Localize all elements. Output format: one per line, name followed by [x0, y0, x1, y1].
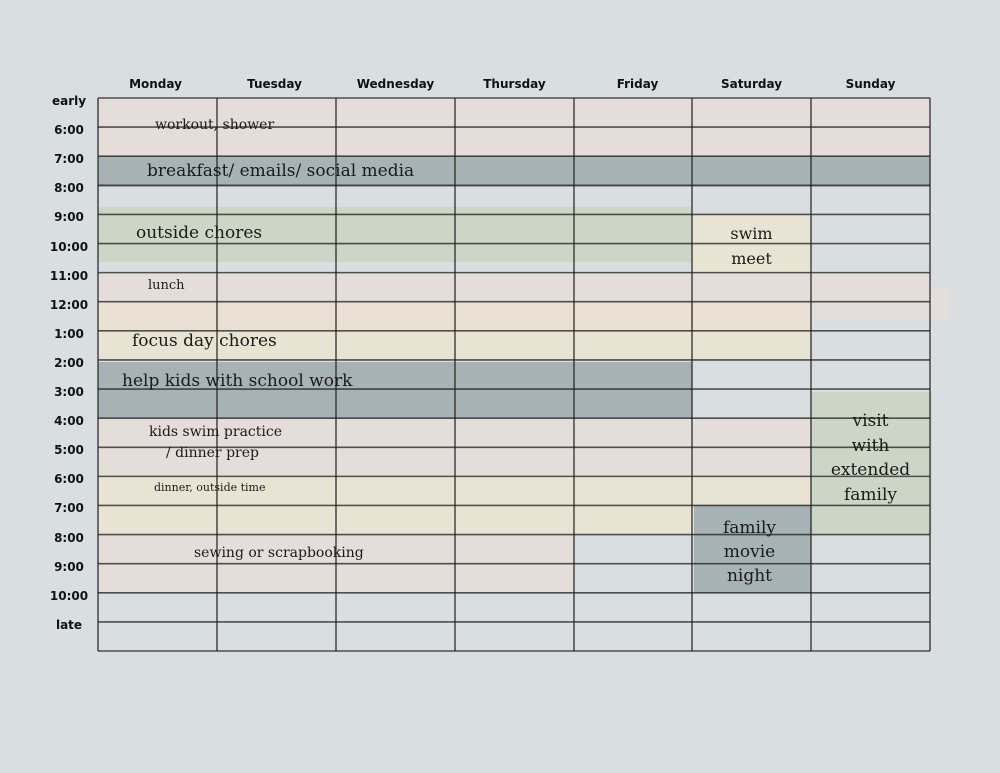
label-visit-1: visit — [852, 411, 889, 431]
time-label: 6:00 — [54, 123, 84, 138]
time-label: 7:00 — [54, 152, 84, 167]
label-dinner: dinner, outside time — [154, 481, 266, 494]
label-visit-2: with — [851, 436, 890, 456]
time-label: 12:00 — [49, 297, 89, 312]
day-header-friday: Friday — [616, 77, 659, 91]
time-label: late — [55, 617, 83, 632]
time-label: 8:00 — [54, 530, 84, 545]
day-header-wednesday: Wednesday — [356, 77, 435, 91]
time-label: early — [51, 94, 87, 108]
day-header-tuesday: Tuesday — [247, 77, 302, 91]
label-lunch: lunch — [148, 278, 185, 293]
time-label: 8:00 — [54, 181, 84, 196]
time-label: 10:00 — [49, 239, 89, 254]
day-header-monday: Monday — [129, 77, 182, 91]
label-swim-meet-1: swim — [730, 224, 773, 243]
time-label: 3:00 — [54, 385, 84, 399]
label-movie-3: night — [726, 566, 773, 586]
time-label: 6:00 — [54, 472, 84, 487]
label-swim-practice-2: / dinner prep — [166, 445, 259, 461]
label-breakfast: breakfast/ emails/ social media — [147, 161, 415, 181]
time-label: 4:00 — [54, 414, 84, 429]
day-header-saturday: Saturday — [720, 77, 783, 91]
time-label: 7:00 — [54, 501, 84, 516]
time-label: 1:00 — [54, 326, 84, 341]
day-header-thursday: Thursday — [483, 77, 546, 91]
time-label: 9:00 — [54, 210, 84, 225]
label-swim-meet-2: meet — [731, 249, 772, 268]
time-label: 11:00 — [49, 268, 89, 283]
label-visit-4: family — [843, 485, 898, 505]
label-visit-3: extended — [830, 460, 911, 480]
time-label: 9:00 — [54, 559, 84, 574]
time-label: 10:00 — [49, 588, 89, 603]
day-header-sunday: Sunday — [845, 77, 896, 91]
label-outside-chores: outside chores — [136, 223, 263, 243]
label-sewing: sewing or scrapbooking — [194, 545, 364, 561]
label-movie-1: family — [722, 518, 777, 538]
label-workout: workout, shower — [155, 117, 275, 133]
time-label: 2:00 — [54, 355, 84, 370]
label-focus-day: focus day chores — [132, 331, 277, 351]
label-help-kids: help kids with school work — [122, 371, 353, 391]
label-swim-practice-1: kids swim practice — [149, 424, 282, 440]
label-movie-2: movie — [723, 542, 776, 562]
time-label: 5:00 — [54, 443, 84, 458]
